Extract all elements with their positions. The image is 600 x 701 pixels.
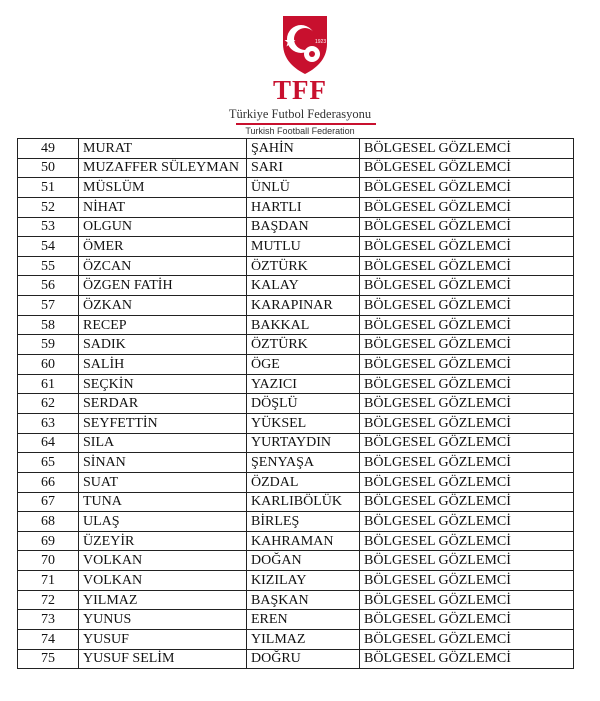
table-row	[18, 433, 574, 453]
table-row	[18, 571, 574, 591]
last-name: ŞENYAŞA	[247, 453, 360, 473]
last-name: KALAY	[247, 276, 360, 296]
row-number: 61	[18, 374, 79, 394]
row-number: 55	[18, 256, 79, 276]
row-number: 63	[18, 413, 79, 433]
table-row	[18, 394, 574, 414]
last-name: KARAPINAR	[247, 296, 360, 316]
role: BÖLGESEL GÖZLEMCİ	[360, 433, 574, 453]
table-row	[18, 531, 574, 551]
first-name: VOLKAN	[79, 551, 247, 571]
first-name: RECEP	[79, 315, 247, 335]
last-name: SARI	[247, 158, 360, 178]
last-name: DÖŞLÜ	[247, 394, 360, 414]
table-row	[18, 335, 574, 355]
role: BÖLGESEL GÖZLEMCİ	[360, 197, 574, 217]
row-number: 60	[18, 355, 79, 375]
header-divider	[236, 123, 376, 125]
table-row	[18, 197, 574, 217]
last-name: KAHRAMAN	[247, 531, 360, 551]
role: BÖLGESEL GÖZLEMCİ	[360, 610, 574, 630]
role: BÖLGESEL GÖZLEMCİ	[360, 374, 574, 394]
role: BÖLGESEL GÖZLEMCİ	[360, 217, 574, 237]
row-number: 58	[18, 315, 79, 335]
row-number: 59	[18, 335, 79, 355]
table-row	[18, 178, 574, 198]
row-number: 56	[18, 276, 79, 296]
row-number: 69	[18, 531, 79, 551]
table-row	[18, 237, 574, 257]
role: BÖLGESEL GÖZLEMCİ	[360, 158, 574, 178]
row-number: 54	[18, 237, 79, 257]
table-row	[18, 315, 574, 335]
first-name: MURAT	[79, 139, 247, 159]
last-name: ŞAHİN	[247, 139, 360, 159]
table-row	[18, 139, 574, 159]
last-name: HARTLI	[247, 197, 360, 217]
row-number: 52	[18, 197, 79, 217]
row-number: 72	[18, 590, 79, 610]
role: BÖLGESEL GÖZLEMCİ	[360, 571, 574, 591]
row-number: 66	[18, 472, 79, 492]
role: BÖLGESEL GÖZLEMCİ	[360, 256, 574, 276]
row-number: 73	[18, 610, 79, 630]
last-name: KARLIBÖLÜK	[247, 492, 360, 512]
last-name: ÖZTÜRK	[247, 256, 360, 276]
last-name: ÖZTÜRK	[247, 335, 360, 355]
last-name: YILMAZ	[247, 630, 360, 650]
last-name: EREN	[247, 610, 360, 630]
last-name: BAŞDAN	[247, 217, 360, 237]
row-number: 74	[18, 630, 79, 650]
role: BÖLGESEL GÖZLEMCİ	[360, 413, 574, 433]
observer-table-body	[18, 139, 574, 669]
first-name: SEYFETTİN	[79, 413, 247, 433]
table-row	[18, 217, 574, 237]
table-row	[18, 296, 574, 316]
document-header	[0, 0, 600, 142]
table-row	[18, 649, 574, 669]
last-name: YÜKSEL	[247, 413, 360, 433]
last-name: ÖGE	[247, 355, 360, 375]
role: BÖLGESEL GÖZLEMCİ	[360, 335, 574, 355]
row-number: 75	[18, 649, 79, 669]
first-name: SILA	[79, 433, 247, 453]
row-number: 62	[18, 394, 79, 414]
last-name: MUTLU	[247, 237, 360, 257]
table-row	[18, 472, 574, 492]
federation-abbreviation: TFF	[273, 75, 327, 105]
table-row	[18, 453, 574, 473]
last-name: BAŞKAN	[247, 590, 360, 610]
role: BÖLGESEL GÖZLEMCİ	[360, 394, 574, 414]
last-name: BAKKAL	[247, 315, 360, 335]
first-name: TUNA	[79, 492, 247, 512]
role: BÖLGESEL GÖZLEMCİ	[360, 237, 574, 257]
first-name: SİNAN	[79, 453, 247, 473]
table-row	[18, 158, 574, 178]
first-name: ÜZEYİR	[79, 531, 247, 551]
first-name: MUZAFFER SÜLEYMAN	[79, 158, 247, 178]
first-name: ÖZKAN	[79, 296, 247, 316]
row-number: 51	[18, 178, 79, 198]
first-name: ÖMER	[79, 237, 247, 257]
role: BÖLGESEL GÖZLEMCİ	[360, 512, 574, 532]
role: BÖLGESEL GÖZLEMCİ	[360, 472, 574, 492]
row-number: 67	[18, 492, 79, 512]
row-number: 50	[18, 158, 79, 178]
last-name: DOĞAN	[247, 551, 360, 571]
table-row	[18, 551, 574, 571]
first-name: SUAT	[79, 472, 247, 492]
last-name: YURTAYDIN	[247, 433, 360, 453]
first-name: ÖZGEN FATİH	[79, 276, 247, 296]
role: BÖLGESEL GÖZLEMCİ	[360, 551, 574, 571]
role: BÖLGESEL GÖZLEMCİ	[360, 178, 574, 198]
first-name: YUNUS	[79, 610, 247, 630]
table-row	[18, 512, 574, 532]
table-row	[18, 413, 574, 433]
role: BÖLGESEL GÖZLEMCİ	[360, 590, 574, 610]
first-name: OLGUN	[79, 217, 247, 237]
last-name: BİRLEŞ	[247, 512, 360, 532]
role: BÖLGESEL GÖZLEMCİ	[360, 649, 574, 669]
observer-table	[17, 138, 574, 669]
role: BÖLGESEL GÖZLEMCİ	[360, 276, 574, 296]
row-number: 53	[18, 217, 79, 237]
tff-crest-logo	[279, 14, 331, 76]
federation-name: Türkiye Futbol Federasyonu	[228, 107, 372, 121]
table-row	[18, 610, 574, 630]
table-row	[18, 492, 574, 512]
role: BÖLGESEL GÖZLEMCİ	[360, 296, 574, 316]
role: BÖLGESEL GÖZLEMCİ	[360, 315, 574, 335]
row-number: 57	[18, 296, 79, 316]
row-number: 70	[18, 551, 79, 571]
first-name: ULAŞ	[79, 512, 247, 532]
first-name: YUSUF	[79, 630, 247, 650]
first-name: MÜSLÜM	[79, 178, 247, 198]
row-number: 68	[18, 512, 79, 532]
first-name: SERDAR	[79, 394, 247, 414]
row-number: 64	[18, 433, 79, 453]
first-name: VOLKAN	[79, 571, 247, 591]
last-name: ÜNLÜ	[247, 178, 360, 198]
role: BÖLGESEL GÖZLEMCİ	[360, 453, 574, 473]
table-row	[18, 590, 574, 610]
first-name: NİHAT	[79, 197, 247, 217]
table-row	[18, 630, 574, 650]
table-row	[18, 355, 574, 375]
role: BÖLGESEL GÖZLEMCİ	[360, 492, 574, 512]
last-name: YAZICI	[247, 374, 360, 394]
table-row	[18, 374, 574, 394]
table-row	[18, 256, 574, 276]
first-name: YILMAZ	[79, 590, 247, 610]
first-name: YUSUF SELİM	[79, 649, 247, 669]
first-name: SEÇKİN	[79, 374, 247, 394]
row-number: 49	[18, 139, 79, 159]
role: BÖLGESEL GÖZLEMCİ	[360, 630, 574, 650]
last-name: DOĞRU	[247, 649, 360, 669]
row-number: 65	[18, 453, 79, 473]
logo-year: 1923	[315, 39, 327, 45]
role: BÖLGESEL GÖZLEMCİ	[360, 355, 574, 375]
role: BÖLGESEL GÖZLEMCİ	[360, 531, 574, 551]
row-number: 71	[18, 571, 79, 591]
federation-name-english: Turkish Football Federation	[245, 126, 355, 136]
role: BÖLGESEL GÖZLEMCİ	[360, 139, 574, 159]
first-name: SADIK	[79, 335, 247, 355]
first-name: ÖZCAN	[79, 256, 247, 276]
table-row	[18, 276, 574, 296]
last-name: KIZILAY	[247, 571, 360, 591]
last-name: ÖZDAL	[247, 472, 360, 492]
first-name: SALİH	[79, 355, 247, 375]
